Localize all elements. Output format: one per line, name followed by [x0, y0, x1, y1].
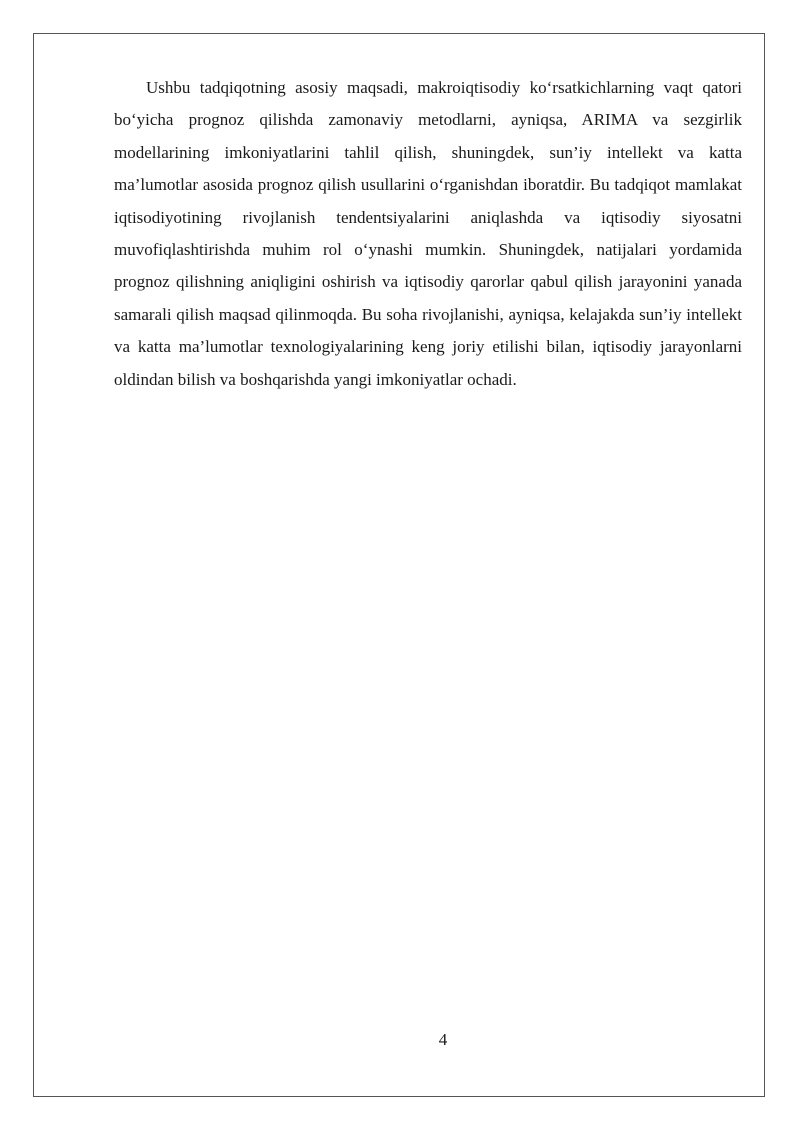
body-paragraph: Ushbu tadqiqotning asosiy maqsadi, makroiqtisodiy ko‘rsatkichlarning vaqt qatori bo‘yicha prognoz qilishda zamonaviy metodlarni, ayniqsa, ARIMA va sezgirlik modellarining imkoniyatlarini tahlil qilish, shuningdek, sun’iy intellekt va katta ma’lumotlar asosida prognoz qilish usullarini o‘rganishdan iboratdir. Bu tadqiqot mamlakat iqtisodiyotining rivojlanish tendentsiyalarini aniqlashda va iqtisodiy siyosatni muvofiqlashtirishda muhim rol o‘ynashi mumkin. Shuningdek, natijalari yordamida prognoz qilishning aniqligini oshirish va iqtisodiy qarorlar qabul qilish jarayonini yanada samarali qilish maqsad qilinmoqda. Bu soha rivojlanishi, ayniqsa, kelajakda sun’iy intellekt va katta ma’lumotlar texnologiyalarining keng joriy etilishi bilan, iqtisodiy jarayonlarni oldindan bilish va boshqarishda yangi imkoniyatlar ochadi.	[114, 78, 742, 389]
page-number: 4	[438, 1030, 448, 1049]
